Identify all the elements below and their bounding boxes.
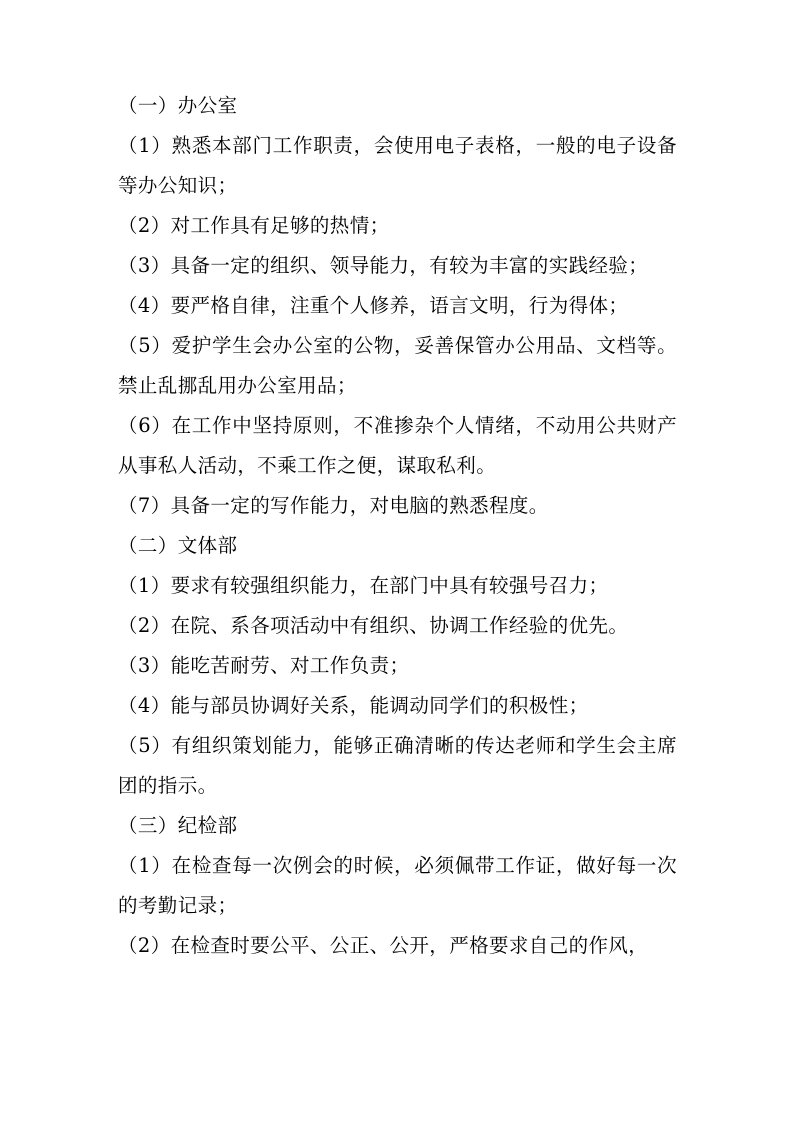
paragraph-section-discipline: （三）纪检部 (118, 814, 238, 837)
paragraph-office-item-3: （3）具备一定的组织、领导能力，有较为丰富的实践经验； (118, 254, 649, 277)
paragraph-culture-item-3: （3）能吃苦耐劳、对工作负责； (118, 654, 410, 677)
paragraph-office-item-2: （2）对工作具有足够的热情； (118, 214, 390, 237)
paragraph-office-item-6: （6）在工作中坚持原则，不准掺杂个人情绪，不动用公共财产从事私人活动，不乘工作之便，谋取私利。 (118, 414, 677, 477)
paragraph-culture-item-4: （4）能与部员协调好关系，能调动同学们的积极性； (118, 694, 589, 717)
paragraph-culture-item-1: （1）要求有较强组织能力，在部门中具有较强号召力； (118, 574, 609, 597)
paragraph-office-item-5: （5）爱护学生会办公室的公物，妥善保管办公用品、文档等。禁止乱挪乱用办公室用品； (118, 334, 677, 397)
paragraph-section-culture-sports: （二）文体部 (118, 534, 238, 557)
paragraph-section-office: （一）办公室 (118, 94, 238, 117)
paragraph-office-item-4: （4）要严格自律，注重个人修养，语言文明，行为得体； (118, 294, 629, 317)
document-body (118, 86, 677, 966)
paragraph-culture-item-2: （2）在院、系各项活动中有组织、协调工作经验的优先。 (118, 614, 629, 637)
paragraph-office-item-7: （7）具备一定的写作能力，对电脑的熟悉程度。 (118, 494, 549, 517)
paragraph-discipline-item-2: （2）在检查时要公平、公正、公开，严格要求自己的作风， (118, 934, 649, 957)
paragraph-office-item-1: （1）熟悉本部门工作职责，会使用电子表格，一般的电子设备等办公知识； (118, 134, 677, 197)
paragraph-culture-item-5: （5）有组织策划能力，能够正确清晰的传达老师和学生会主席团的指示。 (118, 734, 677, 797)
paragraph-discipline-item-1: （1）在检查每一次例会的时候，必须佩带工作证，做好每一次的考勤记录； (118, 854, 677, 917)
